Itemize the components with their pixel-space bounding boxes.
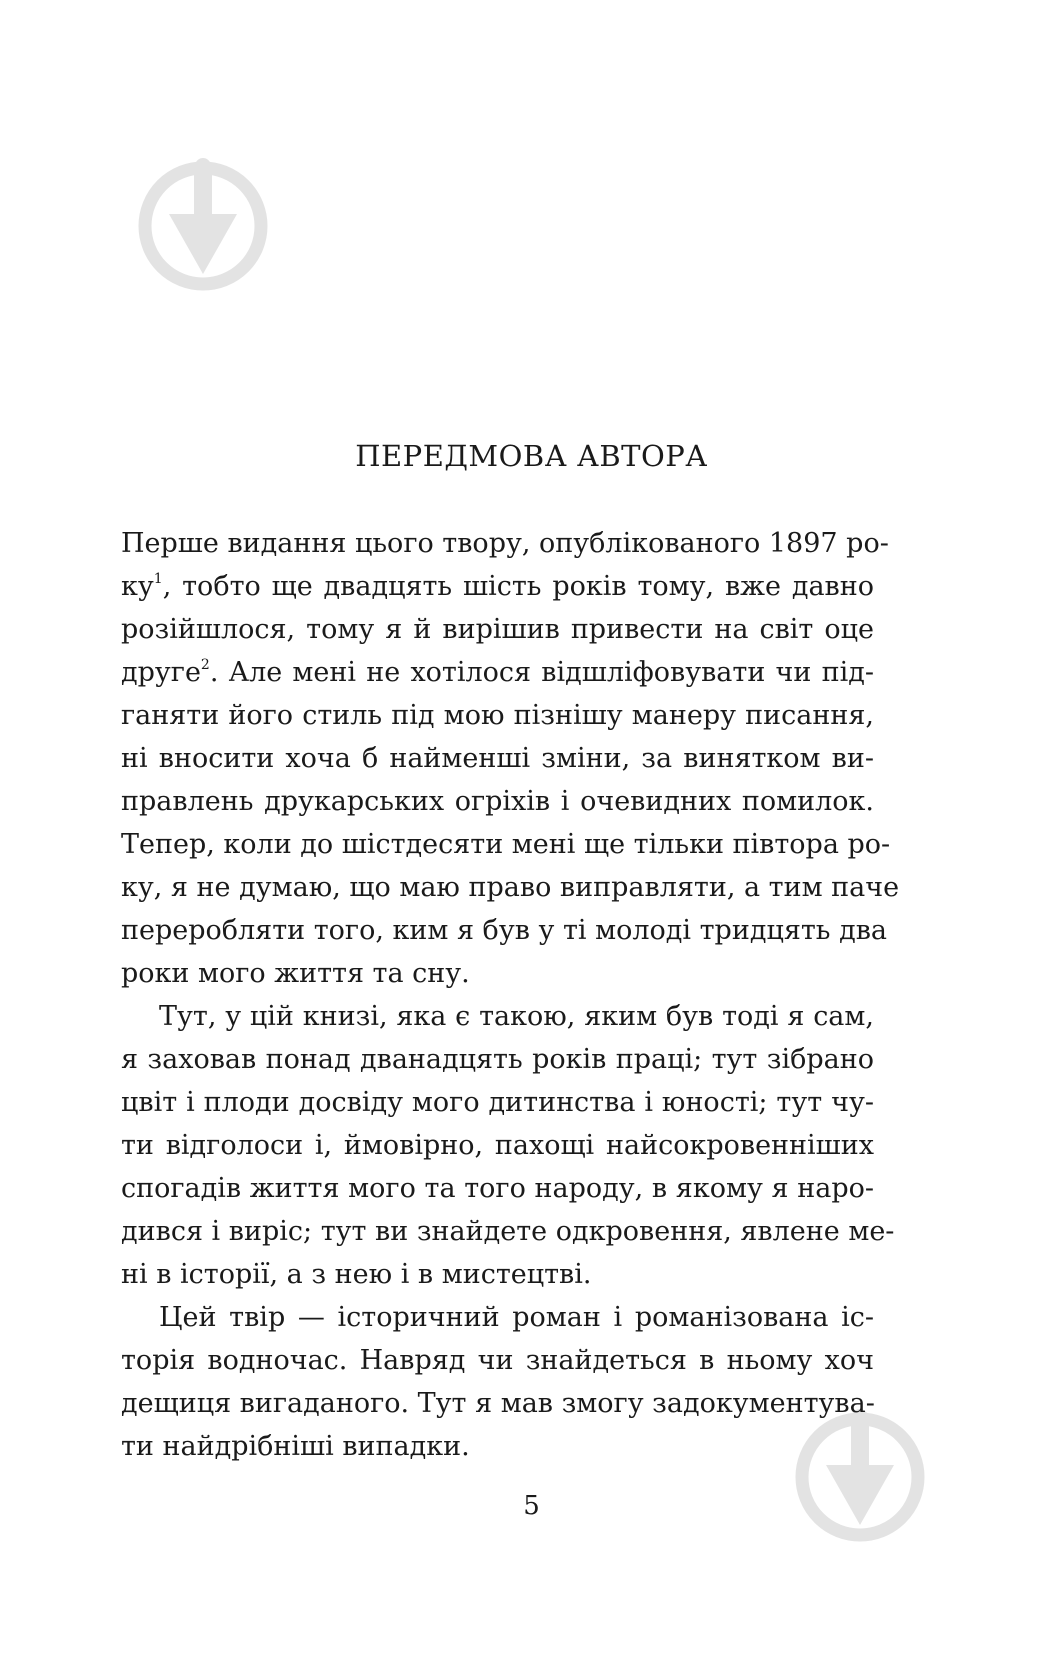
- text-line: розійшлося, тому я й вирішив привести на світ оце: [121, 614, 874, 645]
- text-line: спогадів життя мого та того народу, в якому я наро-: [121, 1173, 874, 1204]
- text-line: Тепер, коли до шістдесяти мені ще тільки півтора ро-: [121, 829, 891, 860]
- text-line: ти найдрібніші випадки.: [121, 1431, 470, 1462]
- text-line: ні вносити хоча б найменші зміни, за винятком ви-: [121, 743, 874, 774]
- text-line: Тут, у цій книзі, яка є такою, яким був тоді я сам,: [159, 1001, 874, 1032]
- text-line: ганяти його стиль під мою пізнішу манеру писання,: [121, 700, 874, 731]
- text-line: Перше видання цього твору, опублікованого 1897 ро-: [121, 528, 889, 559]
- text-line: $ку^1$, тобто ще двадцять шість років тому, вже давно: [121, 571, 874, 602]
- text-line: переробляти того, ким я був у ті молоді тридцять два: [121, 915, 887, 946]
- text-line: дещиця вигаданого. Тут я мав змогу задокументува-: [121, 1388, 875, 1419]
- text-line: роки мого життя та сну.: [121, 958, 470, 989]
- text-line: цвіт і плоди досвіду мого дитинства і юності; тут чу-: [121, 1087, 874, 1118]
- page-number: 5: [523, 1491, 540, 1521]
- footnote-marker: 2: [200, 657, 210, 673]
- text-line: ти відголоси і, ймовірно, пахощі найсокровенніших: [121, 1130, 874, 1161]
- text-line: торія водночас. Навряд чи знайдеться в ньому хоч: [121, 1345, 874, 1376]
- page-title: ПЕРЕДМОВА АВТОРА: [355, 439, 708, 473]
- text-line: правлень друкарських огріхів і очевидних помилок.: [121, 786, 874, 817]
- text-line: ку, я не думаю, що маю право виправляти, а тим паче: [121, 872, 900, 903]
- watermark-logo-icon: [133, 152, 273, 292]
- text-line: друге$^2$. Але мені не хотілося відшліфовувати чи під-: [121, 657, 874, 688]
- text-line: ні в історії, а з нею і в мистецтві.: [121, 1259, 592, 1290]
- footnote-marker: 1: [153, 571, 163, 587]
- text-line: Цей твір — історичний роман і романізована іс-: [159, 1302, 874, 1333]
- text-line: я заховав понад дванадцять років праці; тут зібрано: [121, 1044, 874, 1075]
- body-text: [121, 522, 900, 1468]
- text-line: дився і виріс; тут ви знайдете одкровення, явлене ме-: [121, 1216, 895, 1247]
